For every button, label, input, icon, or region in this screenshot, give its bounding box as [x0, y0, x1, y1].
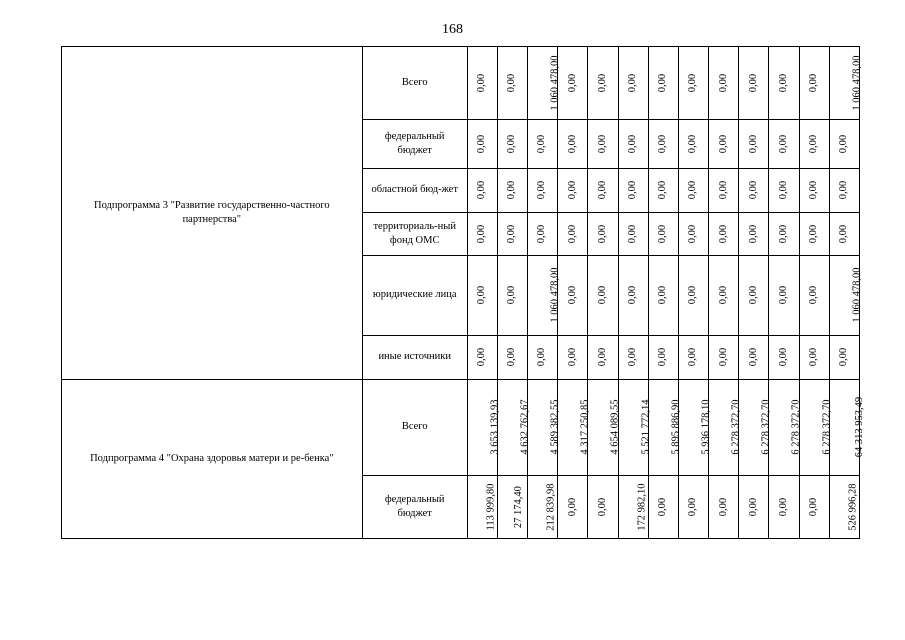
value-text: 212 839,98: [545, 483, 557, 531]
value-cell: [558, 213, 588, 256]
value-text: 5 936 178,10: [700, 399, 712, 456]
value-cell: [769, 380, 802, 476]
value-text: 0,00: [566, 224, 578, 244]
value-text: 0,00: [657, 286, 669, 305]
value-cell: [829, 336, 859, 380]
value-cell: [829, 169, 859, 213]
value-cell: [769, 169, 799, 213]
value-cell: [588, 47, 618, 120]
value-cell: [588, 256, 618, 336]
value-text: 0,00: [476, 348, 488, 367]
value-cell: [648, 380, 682, 476]
value-text: 0,00: [536, 348, 548, 367]
value-text: 0,00: [717, 73, 729, 93]
value-text: 0,00: [476, 224, 488, 244]
value-text: 6 278 372,70: [790, 399, 802, 456]
funding-source-cell: федеральный бюджет: [362, 120, 467, 169]
value-text: 5 895 886,90: [670, 399, 682, 456]
value-cell: [739, 256, 769, 336]
value-text: 0,00: [596, 348, 608, 367]
value-text: 0,00: [566, 348, 578, 367]
value-text: 0,00: [808, 348, 820, 367]
value-text: 6 278 372,70: [821, 399, 833, 456]
value-cell: [678, 476, 708, 539]
value-cell: [739, 336, 769, 380]
value-text: 0,00: [777, 73, 789, 93]
program-name-cell: Подпрограмма 4 "Охрана здоровья матери и ре-бенка": [62, 380, 363, 539]
value-text: 0,00: [687, 286, 699, 305]
value-text: 0,00: [506, 348, 518, 367]
value-text: 0,00: [476, 73, 488, 93]
value-text: 0,00: [687, 348, 699, 367]
value-cell: [497, 47, 527, 120]
value-text: 0,00: [596, 286, 608, 305]
value-cell: [648, 213, 678, 256]
value-text: 6 278 372,70: [730, 399, 742, 456]
value-cell: [588, 213, 618, 256]
value-text: 1 060 478,00: [549, 267, 561, 324]
value-text: 0,00: [717, 497, 729, 517]
value-text: 0,00: [596, 134, 608, 154]
value-cell: [528, 476, 558, 539]
value-cell: [799, 380, 833, 476]
value-text: 4 654 089,55: [609, 399, 621, 456]
funding-source-cell: юридические лица: [362, 256, 467, 336]
value-text: 0,00: [747, 181, 759, 200]
value-text: 0,00: [627, 181, 639, 200]
value-text: 0,00: [717, 348, 729, 367]
value-cell: [709, 169, 739, 213]
value-cell: [618, 120, 648, 169]
value-cell: [799, 169, 829, 213]
value-cell: [648, 336, 678, 380]
value-cell: [467, 47, 497, 120]
value-text: 0,00: [838, 224, 850, 244]
value-text: 0,00: [777, 348, 789, 367]
value-cell: [528, 47, 561, 120]
value-cell: [678, 380, 712, 476]
value-cell: [618, 336, 648, 380]
value-text: 526 996,28: [847, 483, 859, 531]
value-text: 0,00: [747, 224, 759, 244]
value-cell: [497, 336, 527, 380]
value-text: 0,00: [506, 134, 518, 154]
value-cell: [558, 380, 591, 476]
program-name-cell: Подпрограмма 3 "Развитие государственно-частного партнерства": [62, 47, 363, 380]
value-text: 0,00: [566, 497, 578, 517]
value-text: 0,00: [627, 348, 639, 367]
value-cell: [558, 476, 588, 539]
value-cell: [618, 256, 648, 336]
funding-source-cell: Всего: [362, 47, 467, 120]
value-cell: [799, 256, 829, 336]
value-cell: [588, 476, 618, 539]
value-text: 0,00: [717, 286, 729, 305]
value-cell: [678, 120, 708, 169]
value-text: 64 313 953,49: [853, 397, 865, 458]
value-cell: [709, 256, 739, 336]
value-cell: [709, 47, 739, 120]
value-cell: [799, 476, 829, 539]
funding-source-cell: территориаль-ный фонд ОМС: [362, 213, 467, 256]
value-cell: [799, 213, 829, 256]
value-text: 0,00: [808, 286, 820, 305]
value-cell: [769, 256, 799, 336]
value-text: 4 589 382,55: [549, 399, 561, 456]
value-cell: [769, 120, 799, 169]
table-row: [62, 47, 860, 120]
value-text: 0,00: [838, 134, 850, 154]
value-text: 0,00: [506, 286, 518, 305]
value-cell: [558, 336, 588, 380]
value-text: 0,00: [627, 224, 639, 244]
value-cell: [829, 120, 859, 169]
value-cell: [709, 120, 739, 169]
value-text: 0,00: [747, 497, 759, 517]
value-text: 1 060 478,00: [549, 55, 561, 111]
value-text: 0,00: [506, 181, 518, 200]
value-text: 0,00: [627, 286, 639, 305]
value-cell: [678, 213, 708, 256]
value-cell: [829, 476, 859, 539]
page-number: 168: [442, 22, 463, 37]
value-text: 0,00: [747, 286, 759, 305]
funding-source-cell: Всего: [362, 380, 467, 476]
value-cell: [648, 120, 678, 169]
value-cell: [769, 213, 799, 256]
value-cell: [678, 169, 708, 213]
value-cell: [497, 169, 527, 213]
value-text: 0,00: [808, 73, 820, 93]
value-text: 0,00: [476, 134, 488, 154]
value-cell: [497, 380, 531, 476]
value-text: 0,00: [777, 134, 789, 154]
value-text: 0,00: [808, 134, 820, 154]
value-cell: [709, 213, 739, 256]
value-cell: [709, 476, 739, 539]
value-cell: [799, 120, 829, 169]
value-text: 1 060 478,00: [851, 267, 863, 324]
value-text: 0,00: [506, 224, 518, 244]
value-cell: [678, 47, 708, 120]
value-text: 4 317 250,85: [579, 399, 591, 456]
value-text: 0,00: [687, 73, 699, 93]
value-cell: [769, 476, 799, 539]
value-text: 0,00: [777, 286, 789, 305]
value-cell: [739, 47, 769, 120]
value-cell: [709, 336, 739, 380]
value-text: 0,00: [566, 73, 578, 93]
value-text: 0,00: [536, 181, 548, 200]
value-text: 0,00: [717, 224, 729, 244]
value-cell: [618, 476, 648, 539]
value-cell: [588, 169, 618, 213]
value-text: 0,00: [777, 224, 789, 244]
value-text: 172 982,10: [636, 483, 648, 531]
value-text: 6 278 372,70: [760, 399, 772, 456]
value-cell: [618, 169, 648, 213]
value-text: 0,00: [596, 73, 608, 93]
value-cell: [769, 336, 799, 380]
value-cell: [678, 336, 708, 380]
value-text: 0,00: [536, 134, 548, 154]
value-cell: [739, 120, 769, 169]
value-text: 0,00: [566, 181, 578, 200]
value-cell: [528, 169, 558, 213]
table-row: [62, 380, 860, 476]
value-cell: [648, 47, 678, 120]
value-text: 0,00: [596, 497, 608, 517]
value-cell: [648, 476, 678, 539]
value-cell: [618, 47, 648, 120]
value-text: 0,00: [657, 348, 669, 367]
value-cell: [588, 120, 618, 169]
value-cell: [618, 380, 652, 476]
value-cell: [769, 47, 799, 120]
value-text: 0,00: [596, 224, 608, 244]
value-cell: [829, 256, 863, 336]
value-text: 0,00: [566, 134, 578, 154]
value-cell: [497, 213, 527, 256]
value-text: 0,00: [808, 497, 820, 517]
value-text: 0,00: [566, 286, 578, 305]
value-cell: [467, 213, 497, 256]
value-cell: [739, 476, 769, 539]
value-cell: [678, 256, 708, 336]
value-text: 0,00: [717, 134, 729, 154]
value-cell: [467, 120, 497, 169]
budget-table: [61, 46, 865, 539]
value-text: 4 632 762,67: [519, 399, 531, 456]
value-cell: [618, 213, 648, 256]
value-text: 0,00: [687, 181, 699, 200]
funding-source-cell: иные источники: [362, 336, 467, 380]
value-text: 0,00: [808, 181, 820, 200]
value-text: 0,00: [838, 348, 850, 367]
value-text: 0,00: [777, 181, 789, 200]
value-cell: [528, 256, 561, 336]
value-text: 27 174,40: [512, 485, 524, 528]
value-cell: [829, 213, 859, 256]
value-text: 0,00: [657, 73, 669, 93]
value-text: 0,00: [747, 134, 759, 154]
value-cell: [799, 336, 829, 380]
value-cell: [528, 380, 561, 476]
value-text: 0,00: [687, 224, 699, 244]
value-text: 113 999,80: [485, 483, 497, 531]
value-text: 1 060 478,00: [851, 55, 863, 111]
value-cell: [467, 169, 497, 213]
value-text: 0,00: [777, 497, 789, 517]
value-text: 0,00: [838, 181, 850, 200]
value-cell: [467, 336, 497, 380]
value-cell: [467, 256, 497, 336]
value-text: 0,00: [627, 73, 639, 93]
value-text: 3 653 139,93: [489, 399, 501, 456]
value-text: 5 521 772,14: [640, 399, 652, 456]
value-cell: [497, 476, 527, 539]
value-cell: [648, 256, 678, 336]
value-text: 0,00: [717, 181, 729, 200]
value-text: 0,00: [808, 224, 820, 244]
value-text: 0,00: [476, 181, 488, 200]
value-text: 0,00: [596, 181, 608, 200]
value-cell: [588, 336, 618, 380]
value-cell: [528, 120, 558, 169]
value-text: 0,00: [506, 73, 518, 93]
value-text: 0,00: [747, 73, 759, 93]
value-text: 0,00: [657, 181, 669, 200]
value-text: 0,00: [476, 286, 488, 305]
value-cell: [558, 256, 588, 336]
value-cell: [528, 336, 558, 380]
value-text: 0,00: [747, 348, 759, 367]
value-cell: [558, 169, 588, 213]
funding-source-cell: областной бюд-жет: [362, 169, 467, 213]
funding-source-cell: федеральный бюджет: [362, 476, 467, 539]
value-text: 0,00: [657, 497, 669, 517]
value-cell: [558, 120, 588, 169]
value-text: 0,00: [657, 224, 669, 244]
value-cell: [829, 380, 865, 476]
value-cell: [739, 169, 769, 213]
value-cell: [739, 213, 769, 256]
value-cell: [648, 169, 678, 213]
value-text: 0,00: [687, 134, 699, 154]
value-cell: [467, 476, 497, 539]
value-text: 0,00: [627, 134, 639, 154]
value-cell: [528, 213, 558, 256]
value-text: 0,00: [657, 134, 669, 154]
value-text: 0,00: [687, 497, 699, 517]
value-cell: [829, 47, 863, 120]
value-cell: [588, 380, 621, 476]
value-cell: [709, 380, 742, 476]
value-cell: [497, 120, 527, 169]
value-text: 0,00: [536, 224, 548, 244]
value-cell: [497, 256, 527, 336]
value-cell: [739, 380, 772, 476]
value-cell: [558, 47, 588, 120]
value-cell: [467, 380, 501, 476]
value-cell: [799, 47, 829, 120]
